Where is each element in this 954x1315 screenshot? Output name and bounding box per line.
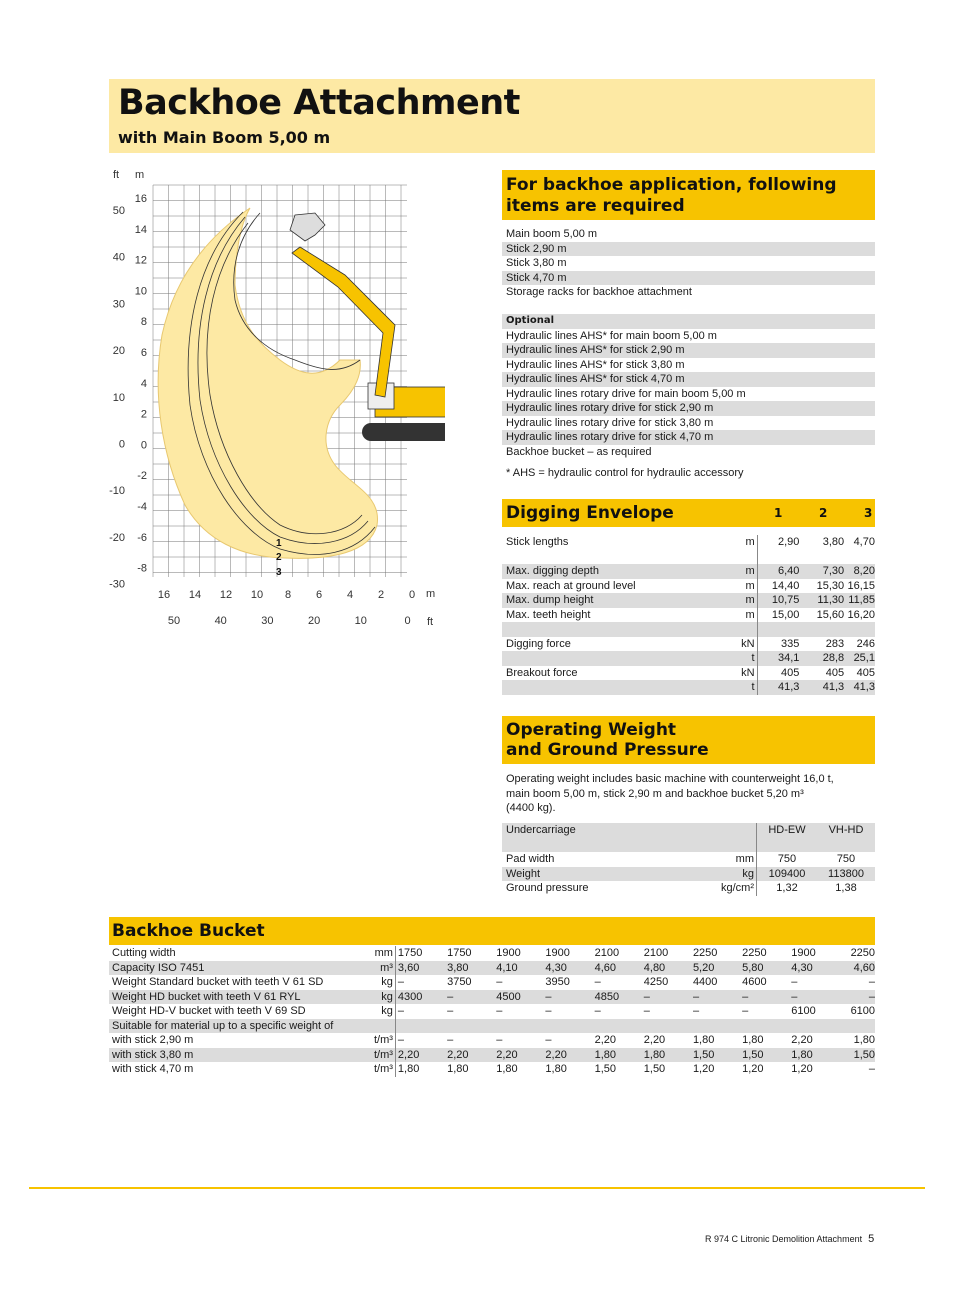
table-cell-value: –	[742, 1005, 749, 1017]
table-cell-value: 2,20	[447, 1048, 469, 1061]
tick-label: -20	[109, 531, 125, 544]
table-cell-value: –	[868, 990, 876, 1003]
table-row	[109, 1033, 875, 1048]
table-cell-unit: m	[745, 579, 755, 592]
table-cell-value: –	[395, 975, 445, 990]
tick-label: 14	[188, 589, 202, 601]
tick-label: 0	[118, 438, 125, 451]
digging-title: Digging Envelope	[506, 503, 674, 523]
table-cell-value: 2,20	[395, 1048, 445, 1063]
table-cell-unit: kg	[381, 990, 393, 1003]
table-cell-value: 750	[836, 853, 856, 865]
table-cell-value: 6100	[791, 1005, 816, 1017]
table-cell-label: Max. teeth height	[506, 608, 591, 621]
table-cell-value: 1750	[395, 946, 445, 961]
table-cell-value: 750	[756, 852, 817, 867]
tick-label: 20	[112, 345, 125, 358]
table-cell-value: 2,20	[545, 1048, 567, 1061]
table-row	[502, 666, 875, 681]
table-cell-value: 15,60	[816, 608, 845, 621]
required-section-header	[502, 170, 875, 220]
required-title-line1: For backhoe application, following	[506, 175, 837, 195]
curve-label-2: 2	[276, 552, 282, 563]
tick-label: 8	[140, 316, 147, 329]
table-cell-value: 1900	[545, 947, 570, 959]
table-cell-label: Weight HD bucket with teeth V 61 RYL	[112, 990, 301, 1003]
table-cell-unit: kg/cm²	[721, 882, 754, 894]
table-cell-value: 4,60	[853, 961, 876, 974]
tick-label: -2	[137, 470, 147, 483]
footer	[705, 1233, 874, 1245]
table-cell-label: Max. digging depth	[506, 565, 599, 577]
table-cell-unit: kg	[381, 976, 393, 988]
table-cell-value: –	[395, 1004, 445, 1019]
table-cell-value: 1,80	[791, 1048, 813, 1061]
table-cell-label	[502, 680, 719, 695]
table-cell-value: –	[594, 1005, 601, 1017]
table-cell-value: 25,1	[853, 652, 875, 664]
page-subtitle: with Main Boom 5,00 m	[118, 128, 331, 147]
table-cell-value: 14,40	[757, 579, 803, 594]
table-cell-value: 3950	[545, 976, 570, 988]
table-cell-value: 405	[757, 666, 803, 681]
table-cell-value	[847, 622, 875, 637]
ft-axis-label: ft	[113, 169, 120, 181]
table-cell-value: –	[545, 1034, 552, 1046]
table-cell-value	[740, 1019, 789, 1034]
table-cell-value: 4,10	[496, 961, 518, 974]
table-cell-value: –	[643, 990, 650, 1003]
footer-text: R 974 C Litronic Demolition Attachment	[705, 1234, 863, 1244]
table-row	[502, 651, 875, 666]
tick-label: 8	[284, 589, 292, 601]
table-cell-value: 2,20	[643, 1034, 666, 1046]
bucket-title: Backhoe Bucket	[112, 921, 265, 941]
table-cell-label: Digging force	[506, 637, 571, 650]
table-cell-value: 2250	[692, 947, 718, 959]
operating-description: Operating weight includes basic machine with counterweight 16,0 t, main boom 5,00 m, stick 2,90 m and backhoe bucket 5,20 m³ (4400 kg).	[506, 773, 834, 814]
table-cell-label	[502, 622, 719, 637]
curve-label-3: 3	[276, 567, 282, 578]
table-row	[502, 564, 875, 579]
tick-label: 2	[140, 408, 147, 421]
table-cell-value: 1,80	[643, 1048, 666, 1061]
tick-label: 10	[354, 615, 367, 627]
table-row	[109, 1019, 875, 1034]
table-cell-value	[642, 1019, 691, 1034]
table-cell-value: –	[395, 1033, 445, 1048]
table-row	[109, 1048, 875, 1063]
table-cell-value: 1900	[791, 947, 816, 959]
tick-label: -8	[137, 562, 147, 575]
tick-label: -6	[137, 531, 147, 544]
tick-label: 10	[134, 285, 147, 298]
table-cell-unit: m³	[380, 961, 393, 974]
optional-list	[502, 314, 875, 459]
table-cell-value: 2250	[850, 947, 876, 959]
page-header	[109, 79, 875, 153]
digging-col-3: 3	[864, 506, 873, 520]
table-cell-label: with stick 3,80 m	[112, 1048, 194, 1061]
list-item: Storage racks for backhoe attachment	[506, 286, 692, 298]
table-cell-value: 1,80	[853, 1034, 876, 1046]
track	[362, 423, 445, 441]
table-cell-value: 405	[825, 666, 845, 679]
table-cell-value	[593, 1019, 642, 1034]
table-cell-value: 4,70	[853, 536, 875, 548]
digging-envelope	[158, 208, 377, 558]
table-cell-unit: t/m³	[373, 1048, 393, 1061]
table-cell-value	[757, 622, 803, 637]
table-cell-value: –	[447, 1034, 454, 1046]
table-header-row: Undercarriage HD-EW VH-HD	[502, 823, 875, 852]
bottom-ft-label: ft	[427, 616, 434, 628]
table-cell-value	[691, 1019, 740, 1034]
table-cell-value	[838, 1019, 875, 1034]
list-item: Hydraulic lines AHS* for stick 2,90 m	[502, 343, 875, 358]
table-cell-value	[789, 1019, 838, 1034]
table-cell-value: 4,80	[643, 961, 666, 974]
table-cell-value: 4600	[742, 976, 767, 988]
digging-table	[502, 535, 875, 695]
table-cell-value: 1,80	[447, 1063, 469, 1075]
table-cell-label: Breakout force	[506, 666, 578, 679]
required-list	[502, 227, 875, 300]
ahs-footnote: * AHS = hydraulic control for hydraulic accessory	[506, 467, 744, 479]
table-cell-value: 5,20	[692, 961, 715, 974]
table-cell-value: 1,80	[742, 1034, 764, 1046]
tick-label: 40	[214, 615, 227, 627]
tick-label: 4	[346, 589, 354, 601]
list-item: Stick 2,90 m	[502, 242, 875, 257]
table-cell-value: 5,80	[742, 961, 764, 974]
table-cell-unit	[719, 550, 757, 565]
table-cell-unit: kg	[381, 1005, 393, 1017]
table-cell-value: 2100	[594, 947, 620, 959]
m-axis-label: m	[135, 169, 145, 181]
list-item: Stick 4,70 m	[502, 271, 875, 286]
bucket-section-header	[109, 917, 875, 945]
table-cell-value: 1,80	[594, 1048, 617, 1061]
table-cell-value	[445, 1019, 494, 1034]
operating-title-line1: Operating Weight	[506, 720, 677, 740]
list-item: Hydraulic lines AHS* for stick 4,70 m	[502, 372, 875, 387]
tick-label: 50	[167, 615, 181, 627]
table-cell-unit: m	[745, 565, 755, 577]
table-cell-value: 1,80	[692, 1034, 715, 1046]
table-row	[109, 975, 875, 990]
tick-label: 10	[112, 391, 125, 404]
tick-label: 6	[315, 589, 323, 601]
table-row	[502, 535, 875, 550]
table-cell-value: 1,80	[545, 1063, 567, 1075]
table-cell-label: Suitable for material up to a specific weight of	[112, 1019, 334, 1032]
table-row	[502, 852, 875, 867]
table-cell-unit: t/m³	[373, 1063, 393, 1075]
table-cell-value: 1,80	[496, 1063, 518, 1075]
list-item: Hydraulic lines rotary drive for stick 3,80 m	[506, 416, 714, 429]
operating-table	[502, 823, 875, 896]
table-cell-value: –	[692, 990, 700, 1003]
table-row	[109, 946, 875, 961]
table-cell-unit	[719, 622, 757, 637]
tick-label: 0	[408, 589, 416, 601]
operating-title-line2: and Ground Pressure	[506, 740, 709, 760]
digging-col-1: 1	[774, 506, 783, 520]
table-cell-unit: m	[745, 536, 755, 548]
table-cell-label: with stick 2,90 m	[112, 1034, 194, 1046]
table-cell-value: 1,20	[692, 1063, 715, 1075]
table-cell-label	[502, 550, 719, 565]
table-cell-value: 7,30	[822, 565, 845, 577]
table-row	[109, 990, 875, 1005]
table-cell-value: 2,90	[757, 535, 803, 550]
table-row	[109, 1004, 875, 1019]
table-cell-value: 1,50	[594, 1063, 617, 1075]
table-cell-value: 3,80	[822, 536, 845, 548]
table-cell-label: Ground pressure	[506, 882, 589, 894]
table-cell-value: 4850	[594, 990, 620, 1003]
list-item: Hydraulic lines rotary drive for main boom 5,00 m	[506, 387, 746, 400]
table-cell-value: 4250	[643, 976, 669, 988]
tick-label: 16	[157, 589, 171, 601]
table-cell-unit: m	[745, 594, 755, 606]
table-cell-value: 41,3	[822, 681, 845, 693]
table-row	[502, 593, 875, 608]
table-cell-value: –	[791, 976, 798, 988]
table-row	[502, 608, 875, 623]
list-item: Hydraulic lines rotary drive for stick 4,70 m	[502, 430, 875, 445]
table-cell-value: –	[447, 990, 454, 1003]
table-cell-unit	[357, 1019, 395, 1034]
table-cell-unit: kN	[741, 666, 755, 679]
table-cell-value: –	[692, 1005, 700, 1017]
page-title: Backhoe Attachment	[118, 83, 520, 123]
tick-label: 0	[404, 615, 411, 627]
table-cell-value: –	[742, 990, 749, 1003]
table-cell-value: 4,30	[791, 961, 813, 974]
table-cell-value: 3,80	[447, 961, 469, 974]
tick-label: -10	[109, 485, 125, 498]
curve-label-1: 1	[276, 538, 282, 549]
table-cell-value: 10,75	[757, 593, 803, 608]
table-cell-value: 4,30	[545, 961, 567, 974]
table-cell-value: 34,1	[757, 651, 803, 666]
tick-label: 10	[250, 589, 264, 601]
table-row	[502, 579, 875, 594]
tick-label: 16	[134, 193, 147, 205]
tick-label: 40	[112, 251, 125, 264]
table-cell-label: Capacity ISO 7451	[112, 961, 205, 974]
list-item: Backhoe bucket – as required	[506, 445, 652, 458]
table-cell-value: 16,20	[847, 608, 875, 621]
table-cell-label: Cutting width	[112, 947, 176, 959]
table-cell-value: 2250	[742, 947, 767, 959]
table-cell-value: 109400	[756, 867, 817, 882]
tick-label: -30	[109, 578, 125, 591]
table-cell-value: –	[496, 976, 503, 988]
table-cell-value: 1,80	[395, 1062, 445, 1077]
table-cell-value: 3,60	[395, 961, 445, 976]
tick-label: 30	[112, 298, 125, 311]
table-cell-value: 11,85	[848, 594, 875, 606]
table-cell-value: 16,15	[847, 579, 875, 592]
list-item: Hydraulic lines rotary drive for stick 2,90 m	[502, 401, 875, 416]
table-cell-unit: t	[751, 652, 755, 664]
table-row	[502, 622, 875, 637]
tick-label: 12	[219, 589, 233, 601]
list-item: Main boom 5,00 m	[506, 228, 598, 240]
table-cell-value: 4300	[395, 990, 445, 1005]
table-cell-label: Max. dump height	[506, 594, 594, 606]
table-cell-label	[502, 651, 719, 666]
tick-label: 20	[307, 615, 321, 627]
optional-label-row: Optional	[502, 314, 875, 329]
table-cell-value: 283	[825, 637, 845, 650]
table-cell-label: Weight HD-V bucket with teeth V 69 SD	[112, 1005, 306, 1017]
envelope-area	[158, 208, 377, 558]
table-cell-value: 1,20	[742, 1063, 764, 1075]
table-cell-value: 335	[757, 637, 803, 652]
table-cell-value: 1900	[496, 947, 521, 959]
table-cell-value: –	[496, 1005, 503, 1017]
table-cell-value: –	[594, 976, 601, 988]
table-cell-value: 4500	[496, 990, 521, 1003]
table-cell-unit: mm	[735, 853, 754, 865]
tick-label: 4	[140, 377, 147, 390]
table-cell-value: 1,50	[692, 1048, 715, 1061]
table-cell-value	[802, 550, 847, 565]
working-range-diagram	[100, 165, 445, 635]
table-cell-value: 3750	[447, 976, 472, 988]
table-cell-value: 2,20	[594, 1034, 617, 1046]
table-cell-value	[802, 622, 847, 637]
table-cell-value	[757, 550, 803, 565]
table-cell-value: 2100	[643, 947, 669, 959]
table-cell-value: 28,8	[822, 652, 845, 664]
table-cell-value: –	[545, 1005, 552, 1017]
list-item: Hydraulic lines AHS* for stick 3,80 m	[506, 358, 685, 371]
table-cell-value	[395, 1019, 445, 1034]
table-cell-value: 11,30	[817, 594, 845, 606]
table-cell-label: Max. reach at ground level	[506, 579, 636, 592]
required-title-line2: items are required	[506, 196, 685, 216]
table-cell-value: 41,3	[757, 680, 803, 695]
table-cell-value: –	[496, 1034, 503, 1046]
table-cell-unit: t	[751, 681, 755, 693]
table-cell-value: –	[447, 1005, 454, 1017]
table-cell-unit: t/m³	[373, 1034, 393, 1046]
table-cell-label: Weight	[506, 867, 541, 880]
table-cell-unit: kN	[741, 637, 755, 650]
digging-col-2: 2	[819, 506, 828, 520]
tick-label: 2	[377, 589, 385, 601]
list-item: Stick 3,80 m	[506, 257, 567, 269]
table-cell-value: 1750	[447, 947, 472, 959]
table-cell-label: Pad width	[506, 853, 555, 865]
table-row	[502, 867, 875, 882]
table-cell-unit: kg	[742, 867, 754, 880]
table-cell-value	[543, 1019, 592, 1034]
table-row	[109, 1062, 875, 1077]
table-cell-value: 4,60	[594, 961, 617, 974]
table-row	[502, 637, 875, 652]
table-cell-value: –	[643, 1005, 650, 1017]
tick-label: 14	[134, 223, 147, 236]
tick-label: 50	[112, 205, 125, 217]
tick-label: -4	[137, 501, 147, 513]
table-cell-value: –	[868, 1063, 876, 1075]
table-cell-value: 1,20	[791, 1063, 813, 1075]
table-cell-value: –	[545, 990, 552, 1003]
table-row	[109, 961, 875, 976]
table-cell-unit: m	[745, 608, 755, 621]
table-cell-value: 4400	[692, 976, 718, 988]
table-cell-value: 41,3	[853, 681, 875, 693]
table-cell-value: 1,50	[643, 1063, 666, 1075]
table-cell-value	[847, 550, 875, 565]
page-number: 5	[868, 1233, 875, 1245]
table-cell-value: 15,00	[757, 608, 803, 623]
table-cell-label: Stick lengths	[506, 536, 569, 548]
tick-label: 6	[140, 347, 147, 359]
table-cell-value: 1,32	[756, 881, 817, 896]
table-cell-label: with stick 4,70 m	[112, 1063, 194, 1075]
tick-label: 30	[261, 615, 274, 627]
table-cell-value: –	[791, 990, 798, 1003]
table-row	[502, 550, 875, 565]
table-cell-value: 8,20	[853, 565, 875, 577]
bucket	[290, 213, 325, 241]
table-row	[502, 881, 875, 896]
table-cell-value: 6100	[850, 1005, 876, 1017]
table-cell-value: –	[868, 976, 876, 988]
operating-section-header	[502, 716, 875, 764]
tick-label: 12	[134, 254, 147, 267]
digging-section-header	[502, 499, 875, 527]
table-cell-value: 2,20	[496, 1048, 518, 1061]
table-cell-value: 246	[856, 637, 875, 650]
table-cell-value: 15,30	[816, 579, 845, 592]
table-cell-unit: mm	[374, 947, 393, 959]
tick-label: 0	[140, 439, 147, 452]
bucket-table	[109, 946, 875, 1077]
table-cell-value: 1,50	[742, 1048, 764, 1061]
table-cell-value: 6,40	[757, 564, 803, 579]
table-cell-value: 113800	[828, 867, 864, 880]
list-item: Hydraulic lines AHS* for main boom 5,00 m	[506, 329, 717, 342]
footer-rule	[29, 1187, 925, 1189]
table-cell-value: 405	[856, 666, 875, 679]
table-cell-value	[494, 1019, 543, 1034]
table-cell-value: 1,38	[835, 882, 857, 894]
bottom-m-label: m	[426, 588, 436, 600]
table-cell-label: Weight Standard bucket with teeth V 61 SD	[112, 976, 324, 988]
table-cell-value: 2,20	[791, 1034, 813, 1046]
table-cell-value: 1,50	[853, 1048, 876, 1061]
table-row	[502, 680, 875, 695]
